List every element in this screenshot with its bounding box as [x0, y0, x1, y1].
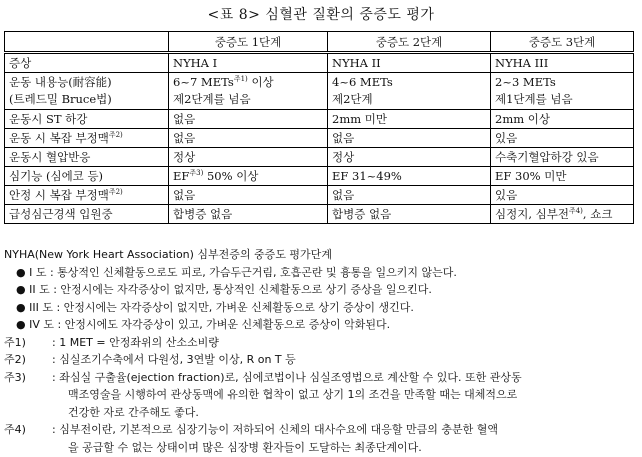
cell: EF 31~49% — [328, 167, 491, 186]
cell-text: 4~6 METs — [332, 75, 393, 89]
row-label — [5, 73, 169, 110]
table-row — [5, 186, 634, 205]
cell: 수축기혈압하강 있음 — [491, 148, 634, 167]
footnote-ref: 주1) — [233, 75, 248, 84]
severity-table — [4, 31, 634, 224]
row-label: 증상 — [5, 53, 169, 73]
footnote-label: 주1) — [4, 335, 26, 349]
footnote-text-cont: 맥조영술을 시행하여 관상동맥에 유의한 협착이 없고 상기 1의 조건을 만족할 때는 대체적으로 — [68, 388, 518, 401]
row-label-text: 운동 시 복잡 부정맥 — [9, 131, 109, 145]
cell-text-tail: 50% 이상 — [203, 169, 259, 183]
cell: 합병증 없음 — [328, 205, 491, 224]
cell-text-line2: 제2단계 — [332, 92, 373, 106]
row-label: 심기능 (심에코 등) — [5, 167, 169, 186]
cell: NYHA II — [328, 53, 491, 73]
nyha-grade-item: ● IV 도 : 안정시에도 자각증상이 있고, 가벼운 신체활동으로 증상이 악화된다. — [16, 318, 391, 331]
footnote-text: : 1 MET = 안정좌위의 산소소비량 — [52, 335, 219, 349]
row-label: 운동시 혈압반응 — [5, 148, 169, 167]
footnote — [4, 351, 638, 369]
footnote-label: 주3) — [4, 370, 26, 384]
row-label — [5, 186, 169, 205]
cell-text: 심정지, 심부전 — [495, 207, 569, 221]
cell: 없음 — [328, 129, 491, 148]
footnote-label: 주4) — [4, 423, 26, 436]
header-grade-3: 중증도 3단계 — [491, 32, 634, 53]
row-label-line2: (트레드밀 Bruce법) — [9, 92, 112, 106]
notes-section — [4, 246, 638, 456]
notes-heading: NYHA(New York Heart Association) 심부전증의 중증도 평가단계 — [4, 248, 332, 261]
table-header-row — [5, 32, 634, 53]
row-label: 운동시 ST 하강 — [5, 110, 169, 129]
table-row — [5, 129, 634, 148]
table-row — [5, 53, 634, 73]
cell: 없음 — [169, 110, 328, 129]
cell: 2mm 이상 — [491, 110, 634, 129]
row-label-line1: 운동 내용능(耐容能) — [9, 75, 112, 89]
footnote-text-cont: 건강한 자로 간주해도 좋다. — [68, 405, 199, 419]
cell: 없음 — [328, 186, 491, 205]
cell-text: EF — [173, 169, 190, 183]
cell-text-line2: 제2단계를 넘음 — [173, 92, 251, 106]
cell — [328, 73, 491, 110]
footnote-ref: 주3) — [189, 169, 204, 178]
cell — [491, 205, 634, 224]
table-row — [5, 148, 634, 167]
table-row — [5, 73, 634, 110]
footnote-ref: 주2) — [108, 131, 123, 140]
footnote-text: : 심부전이란, 기본적으로 심장기능이 저하되어 신체의 대사수요에 대응할 만큼의 충분한 혈액 — [52, 423, 498, 436]
cell: 있음 — [491, 186, 634, 205]
cell — [169, 73, 328, 110]
nyha-grade-item: ● III 도 : 안정시에는 자각증상이 없지만, 가벼운 신체활동으로 상기 증상이 생긴다. — [16, 300, 414, 314]
cell: 정상 — [328, 148, 491, 167]
cell: 없음 — [169, 186, 328, 205]
cell-text-tail: 이상 — [247, 75, 274, 89]
cell-text: 2~3 METs — [495, 75, 556, 89]
header-empty — [5, 32, 169, 53]
footnote-text: : 좌심실 구출율(ejection fraction)로, 심에코법이나 심실조영법으로 계산할 수 있다. 또한 관상동 — [52, 370, 522, 384]
cell: 있음 — [491, 129, 634, 148]
header-grade-2: 중증도 2단계 — [328, 32, 491, 53]
table-row — [5, 167, 634, 186]
cell: NYHA I — [169, 53, 328, 73]
nyha-grade-item: ● I 도 : 통상적인 신체활동으로도 피로, 가슴두근거림, 호흡곤란 및 흉통을 일으키지 않는다. — [16, 265, 457, 279]
table-row — [5, 110, 634, 129]
cell-text: 6~7 METs — [173, 75, 234, 89]
cell: EF 30% 미만 — [491, 167, 634, 186]
cell — [169, 167, 328, 186]
footnote-ref: 주2) — [108, 188, 123, 197]
nyha-grade-item: ● II 도 : 안정시에는 자각증상이 없지만, 통상적인 신체활동으로 상기 증상을 일으킨다. — [16, 283, 432, 296]
cell — [491, 73, 634, 110]
table-title: <표 8> 심혈관 질환의 중증도 평가 — [207, 7, 435, 23]
footnote — [4, 334, 638, 352]
cell-text-tail: , 쇼크 — [582, 207, 613, 221]
footnote — [4, 421, 638, 456]
footnote-label: 주2) — [4, 353, 26, 366]
row-label — [5, 129, 169, 148]
footnote-text: : 심실조기수축에서 다원성, 3연발 이상, R on T 등 — [52, 353, 296, 366]
row-label-text: 안정 시 복잡 부정맥 — [9, 188, 109, 202]
header-grade-1: 중증도 1단계 — [169, 32, 328, 53]
row-label: 급성심근경색 입원중 — [5, 205, 169, 224]
cell: 없음 — [169, 129, 328, 148]
cell: 정상 — [169, 148, 328, 167]
cell: NYHA III — [491, 53, 634, 73]
cell: 2mm 미만 — [328, 110, 491, 129]
table-row — [5, 205, 634, 224]
cell-text-line2: 제1단계를 넘음 — [495, 92, 573, 106]
footnote-ref: 주4) — [568, 207, 583, 216]
cell: 합병증 없음 — [169, 205, 328, 224]
footnote-text-cont: 을 공급할 수 없는 상태이며 많은 심장병 환자들이 도달하는 최종단계이다. — [68, 440, 422, 454]
footnote — [4, 369, 638, 422]
